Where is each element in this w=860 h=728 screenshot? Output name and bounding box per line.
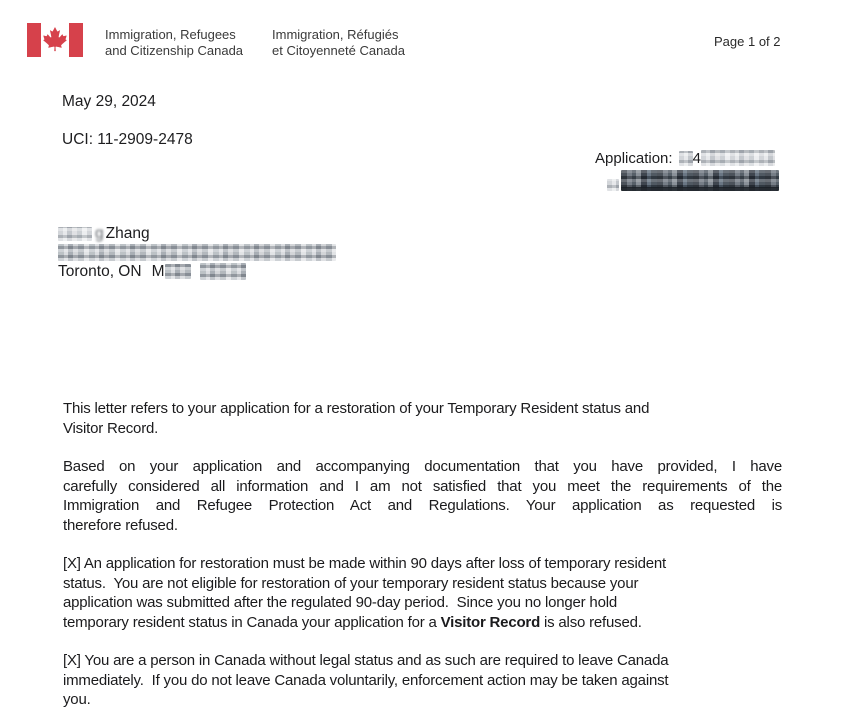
redacted-postal-part2 [200, 263, 246, 280]
paragraph-restoration-reason [63, 554, 782, 632]
body-line-with-bold [63, 613, 782, 633]
body-line: This letter refers to your application for a restoration of your Temporary Resident status and [63, 400, 650, 417]
paragraph-decision [63, 457, 782, 535]
visitor-record-bold: Visitor Record [440, 613, 541, 631]
body-line: application was submitted after the regulated 90-day period. Since you no longer hold [63, 594, 617, 611]
redacted-application-details [621, 170, 779, 191]
uci-number: UCI: 11-2909-2478 [62, 131, 193, 148]
letter-date: May 29, 2024 [62, 93, 156, 110]
redacted-application-prefix [679, 151, 693, 166]
department-name-french [272, 27, 405, 58]
dept-fr-line1: Immigration, Réfugiés [272, 27, 399, 42]
body-line: Visitor Record. [63, 419, 159, 437]
department-name-english [105, 27, 243, 58]
recipient-name-line [58, 224, 336, 243]
line-prefix: temporary resident status in Canada your application for a [63, 613, 441, 631]
dept-en-line1: Immigration, Refugees [105, 27, 236, 42]
flag-left-bar [27, 23, 41, 57]
application-label: Application: [595, 149, 673, 167]
city-province: Toronto, ON [58, 263, 142, 280]
recipient-address-block [58, 224, 336, 281]
body-line: Based on your application and accompanying documentation that you have provided, I have [63, 458, 782, 475]
redacted-first-name [58, 227, 92, 241]
body-line: [X] You are a person in Canada without legal status and as such are required to leave Canada [63, 652, 669, 669]
redacted-fragment [607, 179, 619, 191]
body-line: carefully considered all information and I am not satisfied that you meet the requirements of the [63, 477, 782, 495]
recipient-city-line [58, 262, 336, 281]
body-line: you. [63, 691, 91, 708]
application-visible-digit: 4 [692, 149, 701, 167]
flag-right-bar [69, 23, 83, 57]
redacted-application-digits [701, 150, 775, 166]
redacted-street-address [58, 244, 336, 261]
line-suffix: is also refused. [540, 613, 642, 631]
application-number-line [595, 149, 779, 167]
postal-code-partial: M [151, 263, 165, 280]
maple-leaf-icon [42, 26, 68, 54]
body-line: Immigration and Refugee Protection Act and Regulations. Your application as requested is [63, 497, 782, 514]
recipient-street-line [58, 243, 336, 262]
name-partial: g [95, 225, 104, 242]
dept-fr-line2: et Citoyenneté Canada [272, 42, 405, 58]
body-line: therefore refused. [63, 516, 178, 534]
body-line: [X] An application for restoration must be made within 90 days after loss of temporary resident [63, 555, 666, 572]
application-number-block [595, 149, 779, 191]
canada-flag-logo [27, 23, 83, 57]
redacted-application-line2 [607, 170, 779, 191]
redacted-postal-part1 [165, 264, 191, 279]
letter-body [63, 399, 782, 728]
recipient-surname: Zhang [105, 225, 150, 242]
page-indicator: Page 1 of 2 [714, 34, 781, 49]
body-line: status. You are not eligible for restoration of your temporary resident status because your [63, 574, 639, 592]
body-line: immediately. If you do not leave Canada voluntarily, enforcement action may be taken against [63, 671, 669, 689]
paragraph-leave-canada [63, 651, 782, 710]
dept-en-line2: and Citizenship Canada [105, 42, 244, 58]
paragraph-intro [63, 399, 782, 438]
